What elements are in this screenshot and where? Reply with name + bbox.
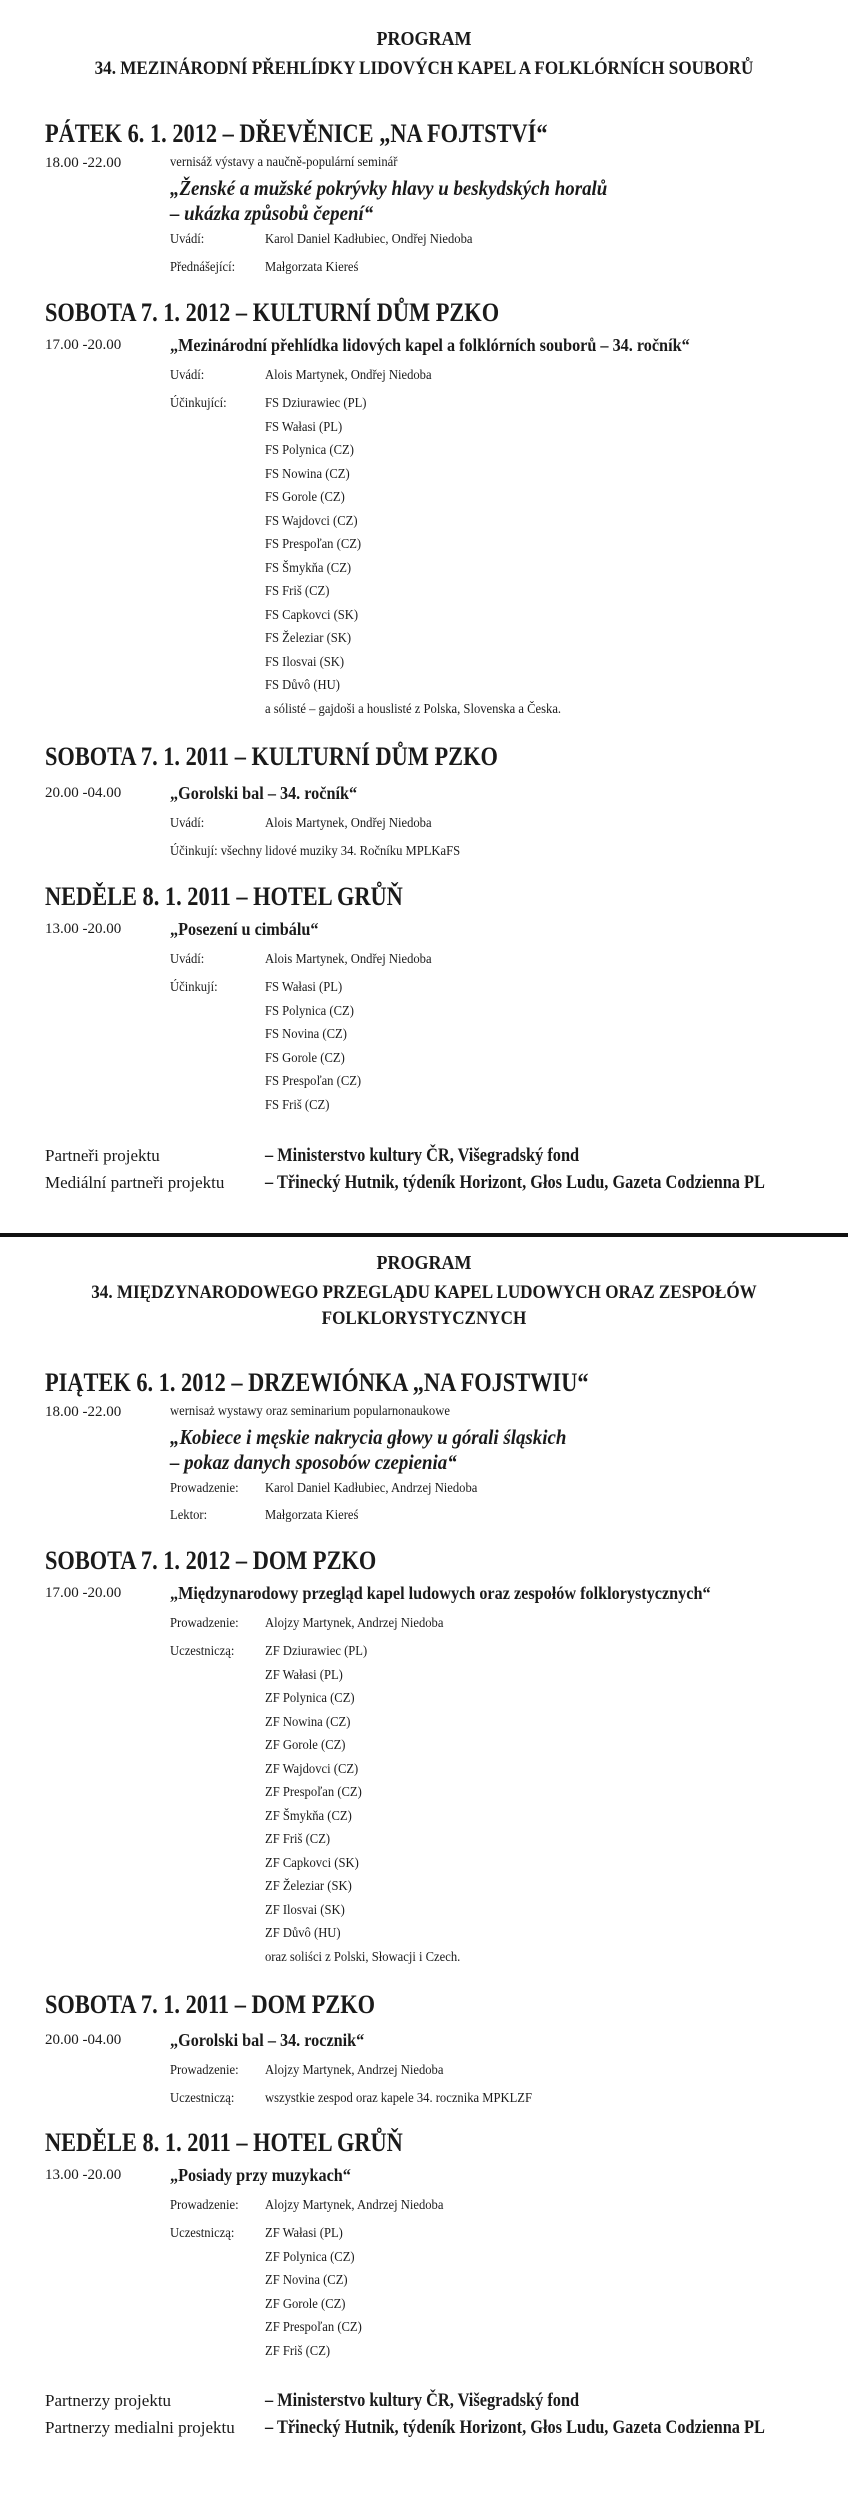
host-label: Uvádí: [170,368,205,383]
host-value: Karol Daniel Kadłubiec, Andrzej Niedoba [265,1481,478,1496]
list-item: FS Polynica (CZ) [265,443,354,458]
program-title: PROGRAM [376,1252,472,1274]
event-title: „Posezení u cimbálu“ [170,919,319,939]
host-value: Alojzy Martynek, Andrzej Niedoba [265,2063,444,2078]
list-item: FS Capkovci (SK) [265,607,359,623]
partners-value: – Ministerstvo kultury ČR, Višegradský fond [265,1145,580,1166]
list-item: ZF Wałasi (PL) [265,1667,343,1683]
event-title: „Gorolski bal – 34. ročník“ [170,783,358,803]
lecturer-label: Přednášející: [170,260,236,275]
list-item: FS Friš (CZ) [265,584,330,599]
list-item: FS Gorole (CZ) [265,490,345,505]
partners-label: Partnerzy projektu [45,2391,172,2410]
performers-label: Účinkující: [170,396,227,411]
performers-label: Uczestniczą: [170,2226,235,2241]
event-title-line2: – pokaz danych sposobów czepienia“ [170,1450,457,1474]
media-partners-value: – Třinecký Hutnik, týdeník Horizont, Głos Ludu, Gazeta Codzienna PL [265,1172,765,1193]
list-item: FS Prespoľan (CZ) [265,537,362,552]
list-item: ZF Polynica (CZ) [265,2249,355,2265]
section-heading: PIĄTEK 6. 1. 2012 – DRZEWIÓNKA „NA FOJSTWIU“ [45,1368,589,1397]
event-time: 13.00 -20.00 [45,921,122,937]
host-value: Karol Daniel Kadłubiec, Ondřej Niedoba [265,232,473,247]
list-item: a sólisté – gajdoši a houslisté z Polska, Slovenska a Česka. [265,701,562,717]
list-item: ZF Šmykňa (CZ) [265,1808,352,1824]
performers-value: wszystkie zespod oraz kapele 34. rocznika MPKLZF [265,2091,532,2106]
list-item: ZF Prespoľan (CZ) [265,2320,362,2335]
event-title: „Posiady przy muzykach“ [170,2165,351,2185]
list-item: FS Železiar (SK) [265,631,352,646]
host-label: Prowadzenie: [170,2198,239,2213]
list-item: FS Gorole (CZ) [265,1050,345,1066]
host-label: Uvádí: [170,952,205,967]
program-subtitle: 34. MIĘDZYNARODOWEGO PRZEGLĄDU KAPEL LUDOWYCH ORAZ ZESPOŁÓW [91,1282,757,1303]
lecturer-value: Małgorzata Kiereś [265,1508,359,1523]
host-value: Alojzy Martynek, Andrzej Niedoba [265,2198,444,2213]
event-title-line1: „Ženské a mužské pokrývky hlavy u beskydských horalů [170,176,608,200]
performers-list [265,1640,460,1969]
partners-value: – Ministerstvo kultury ČR, Višegradský fond [265,2390,580,2411]
list-item: ZF Friš (CZ) [265,2343,331,2359]
event-time: 20.00 -04.00 [45,785,122,801]
event-time: 18.00 -22.00 [45,155,122,171]
host-value: Alois Martynek, Ondřej Niedoba [265,368,432,383]
list-item: ZF Železiar (SK) [265,1879,352,1894]
performers-label: Uczestniczą: [170,2091,235,2106]
lecturer-value: Małgorzata Kiereś [265,260,359,275]
event-title-line2: – ukázka způsobů čepení“ [170,201,374,225]
host-value: Alois Martynek, Ondřej Niedoba [265,952,432,967]
program-title: PROGRAM [376,28,472,50]
section-heading: PÁTEK 6. 1. 2012 – DŘEVĚNICE „NA FOJTSTVÍ“ [45,119,548,148]
media-partners-label: Partnerzy medialni projektu [45,2418,235,2437]
performers-list [265,392,561,721]
list-item: ZF Prespoľan (CZ) [265,1785,362,1800]
list-item: ZF Capkovci (SK) [265,1855,359,1871]
host-label: Prowadzenie: [170,2063,239,2078]
event-title: „Mezinárodní přehlídka lidových kapel a folklórních souborů – 34. ročník“ [170,335,690,355]
event-title: „Gorolski bal – 34. rocznik“ [170,2030,365,2050]
list-item: FS Prespoľan (CZ) [265,1074,362,1089]
host-label: Uvádí: [170,232,205,247]
event-intro: wernisaż wystawy oraz seminarium popularnonaukowe [170,1404,450,1419]
list-item: FS Wałasi (PL) [265,419,343,435]
host-label: Prowadzenie: [170,1616,239,1631]
performers-label: Uczestniczą: [170,1644,235,1659]
list-item: oraz soliści z Polski, Słowacji i Czech. [265,1949,461,1965]
section-heading: SOBOTA 7. 1. 2011 – KULTURNÍ DŮM PZKO [45,742,498,771]
list-item: FS Šmykňa (CZ) [265,560,352,576]
program-subtitle-line2: FOLKLORYSTYCZNYCH [321,1308,527,1329]
list-item: FS Ilosvai (SK) [265,654,345,670]
list-item: FS Friš (CZ) [265,1097,330,1113]
list-item: FS Wajdovci (CZ) [265,513,358,529]
list-item: ZF Gorole (CZ) [265,1738,346,1753]
host-label: Uvádí: [170,816,205,831]
list-item: ZF Ilosvai (SK) [265,1902,345,1918]
list-item: FS Wałasi (PL) [265,980,343,995]
media-partners-value: – Třinecký Hutnik, týdeník Horizont, Głos Ludu, Gazeta Codzienna PL [265,2417,765,2438]
list-item: FS Důvô (HU) [265,678,340,693]
list-item: FS Nowina (CZ) [265,466,350,482]
event-time: 13.00 -20.00 [45,2167,122,2183]
list-item: ZF Gorole (CZ) [265,2296,346,2312]
event-time: 20.00 -04.00 [45,2032,122,2048]
section-heading: NEDĚLE 8. 1. 2011 – HOTEL GRŮŇ [45,2128,403,2157]
section-heading: NEDĚLE 8. 1. 2011 – HOTEL GRŮŇ [45,882,403,911]
performers-note: Účinkují: všechny lidové muziky 34. Ročníku MPLKaFS [170,844,461,859]
list-item: ZF Novina (CZ) [265,2273,348,2288]
section-heading: SOBOTA 7. 1. 2012 – DOM PZKO [45,1546,377,1575]
list-item: ZF Důvô (HU) [265,1926,341,1941]
event-time: 18.00 -22.00 [45,1404,122,1420]
event-title-line1: „Kobiece i męskie nakrycia głowy u górali śląskich [170,1425,567,1449]
list-item: FS Novina (CZ) [265,1027,347,1042]
media-partners-label: Mediální partneři projektu [45,1173,225,1192]
list-item: ZF Dziurawiec (PL) [265,1644,368,1659]
section-heading: SOBOTA 7. 1. 2012 – KULTURNÍ DŮM PZKO [45,298,500,327]
performers-list [265,2222,362,2363]
section-heading: SOBOTA 7. 1. 2011 – DOM PZKO [45,1990,376,2019]
performers-list [265,976,361,1117]
event-time: 17.00 -20.00 [45,337,122,353]
list-item: ZF Nowina (CZ) [265,1714,351,1730]
partners-label: Partneři projektu [45,1146,160,1165]
host-value: Alojzy Martynek, Andrzej Niedoba [265,1616,444,1631]
program-subtitle: 34. MEZINÁRODNÍ PŘEHLÍDKY LIDOVÝCH KAPEL A FOLKLÓRNÍCH SOUBORŮ [94,58,754,79]
page-divider [0,1233,848,1237]
lecturer-label: Lektor: [170,1508,208,1523]
list-item: FS Dziurawiec (PL) [265,396,367,411]
list-item: ZF Wajdovci (CZ) [265,1761,359,1777]
host-value: Alois Martynek, Ondřej Niedoba [265,816,432,831]
list-item: ZF Friš (CZ) [265,1832,331,1847]
list-item: ZF Wałasi (PL) [265,2226,343,2241]
performers-label: Účinkují: [170,980,218,995]
list-item: FS Polynica (CZ) [265,1003,354,1019]
list-item: ZF Polynica (CZ) [265,1691,355,1706]
event-time: 17.00 -20.00 [45,1585,122,1601]
host-label: Prowadzenie: [170,1481,239,1496]
event-intro: vernisáž výstavy a naučně-populární seminář [170,155,398,170]
event-title: „Międzynarodowy przegląd kapel ludowych oraz zespołów folklorystycznych“ [170,1583,711,1603]
